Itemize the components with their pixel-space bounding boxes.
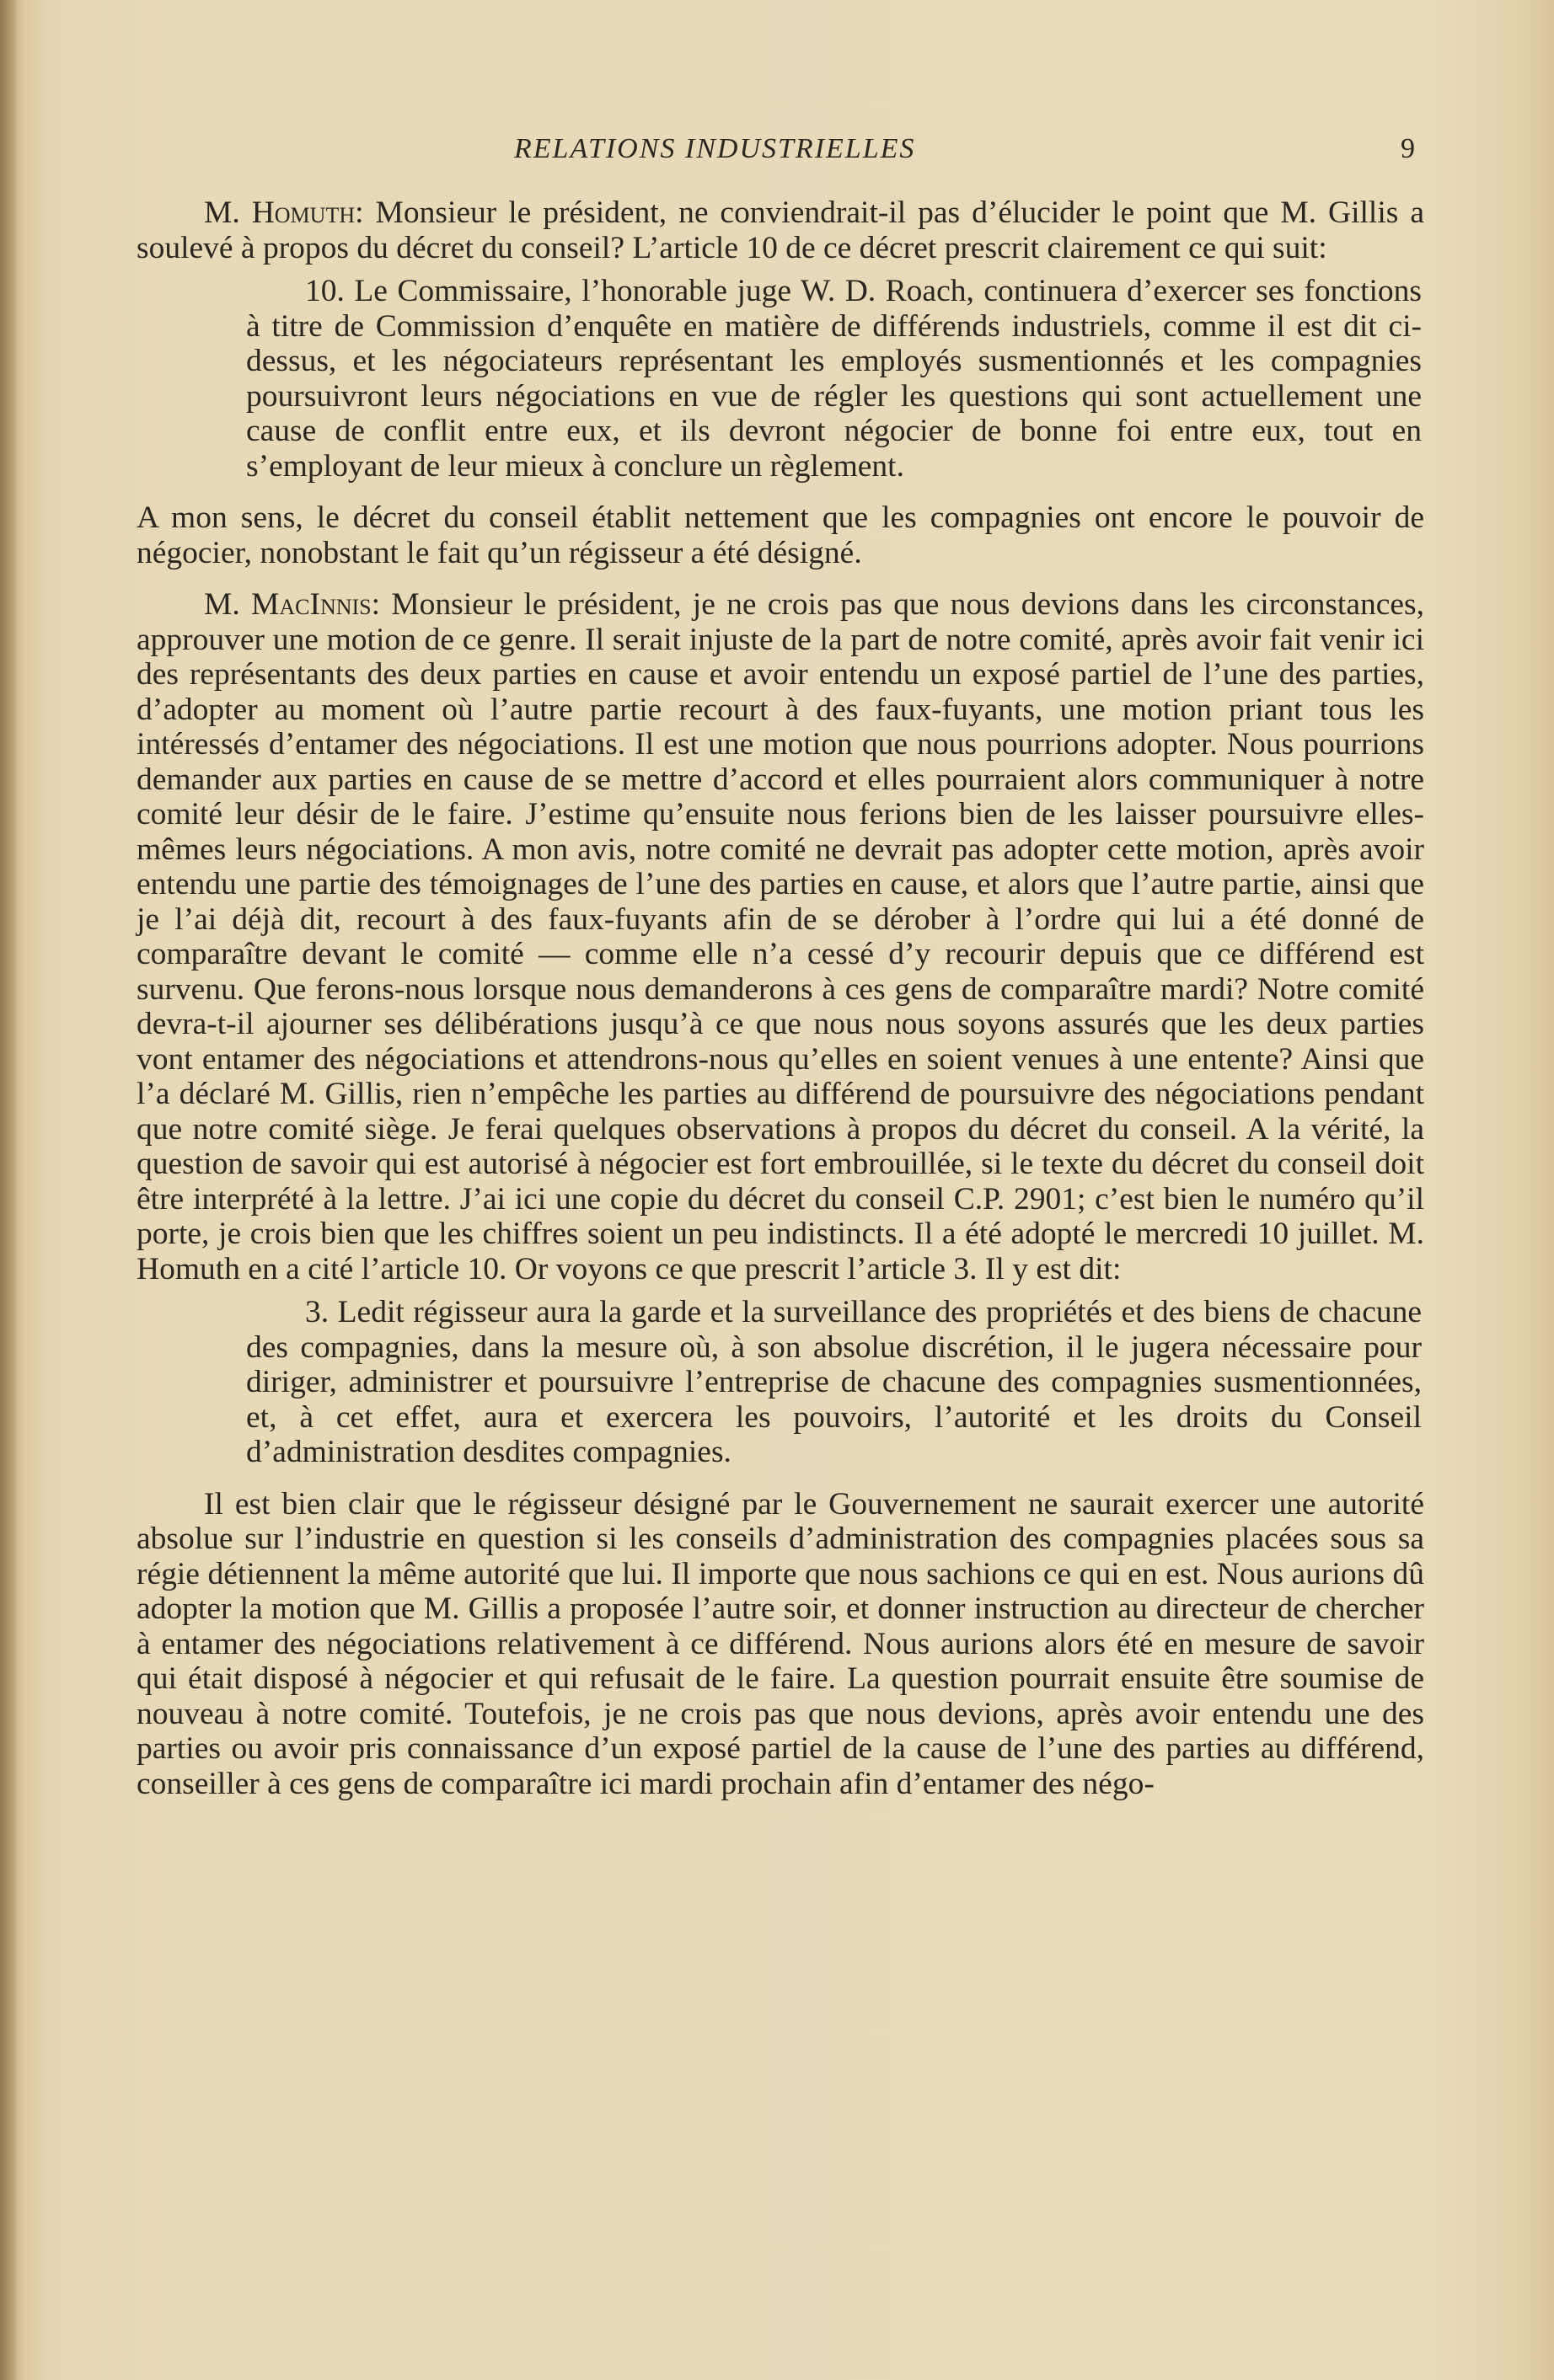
paragraph-text: Monsieur le président, ne conviendrait-il pas d’élucider le point que M. Gillis a soulevé à propos du décret du conseil? L’article 10 de ce décret prescrit clairement ce qui suit: xyxy=(137,195,1424,265)
page-header xyxy=(0,133,1554,175)
book-spine-shadow xyxy=(0,0,19,2380)
paragraph-text: Monsieur le président, je ne crois pas que nous devions dans les circonstances, approuver une motion de ce genre. Il serait injuste de la part de notre comité, après avoir fait venir ici des représentants des deux parties en cause et avoir entendu un exposé partiel de l’une des parties, d’adopter au moment où l’autre partie recourt à des faux-fuyants, une motion priant tous les intéressés d’entamer des négociations. Il est une motion que nous pourrions adopter. Nous pourrions demander aux parties en cause de se mettre d’accord et elles pourraient alors communiquer à notre comité leur désir de le faire. J’estime qu’ensuite nous ferions bien de les laisser poursuivre elles-mêmes leurs négociations. A mon avis, notre comité ne devrait pas adopter cette motion, après avoir entendu une partie des témoignages de l’une des parties en cause, et alors que l’autre partie, ainsi que je l’ai déjà dit, recourt à des faux-fuyants afin de se dérober à l’ordre qui lui a été donné de comparaître devant le comité — comme elle n’a cessé d’y recourir depuis que ce différend est survenu. Que ferons-nous lorsque nous demanderons à ces gens de comparaître mardi? Notre comité devra-t-il ajourner ses délibérations jusqu’à ce que nous nous soyons assurés que les deux parties vont entamer des négociations et attendrons-nous qu’elles en soient venues à une entente? Ainsi que l’a déclaré M. Gillis, rien n’empêche les parties au différend de poursuivre des négociations pendant que notre comité siège. Je ferai quelques observations à propos du décret du conseil. A la vérité, la question de savoir qui est autorisé à négocier est fort embrouillée, si le texte du décret du conseil doit être interprété à la lettre. J’ai ici une copie du décret du conseil C.P. 2901; c’est bien le numéro qu’il porte, je crois bien que les chiffres soient un peu indistincts. Il a été adopté le mercredi 10 juillet. M. Homuth en a cité l’article 10. Or voyons ce que prescrit l’article 3. Il y est dit: xyxy=(137,587,1425,1286)
running-title: RELATIONS INDUSTRIELLES xyxy=(514,133,916,164)
speaker-name: M. MacInnis: xyxy=(204,587,381,622)
page-body xyxy=(137,195,1424,1801)
quoted-article-3: 3. Ledit régisseur aura la garde et la surveillance des propriétés et des biens de chacune des compagnies, dans la mesure où, à son absolue discrétion, il le jugera nécessaire pour diriger, administrer et poursuivre l’entreprise de chacune des compagnies susmentionnées, et, à cet effet, aura et exercera les pouvoirs, l’autorité et les droits du Conseil d’administration desdites compagnies. xyxy=(246,1295,1422,1469)
page-number: 9 xyxy=(1401,133,1415,164)
paragraph-homuth xyxy=(137,195,1424,265)
quoted-article-10: 10. Le Commissaire, l’honorable juge W. D. Roach, continuera d’exercer ses fonctions à titre de Commission d’enquête en matière de différends industriels, comme il est dit ci-dessus, et les négociateurs représentant les employés susmentionnés et les compagnies poursuivront leurs négociations en vue de régler les questions qui sont actuellement une cause de conflit entre eux, et ils devront négocier de bonne foi entre eux, tout en s’employant de leur mieux à conclure un règlement. xyxy=(246,274,1422,484)
paragraph-conclusion: A mon sens, le décret du conseil établit nettement que les compagnies ont encore le pouvoir de négocier, nonobstant le fait qu’un régisseur a été désigné. xyxy=(137,500,1424,570)
paragraph-regisseur: Il est bien clair que le régisseur désigné par le Gouvernement ne saurait exercer une autorité absolue sur l’industrie en question si les conseils d’administration des compagnies placées sous sa régie détiennent la même autorité que lui. Il importe que nous sachions ce qui en est. Nous aurions dû adopter la motion que M. Gillis a proposée l’autre soir, et donner instruction au directeur de chercher à entamer des négociations relativement à ce différend. Nous aurions alors été en mesure de savoir qui était disposé à négocier et qui refusait de le faire. La question pourrait ensuite être soumise de nouveau à notre comité. Toutefois, je ne crois pas que nous devions, après avoir entendu une des parties ou avoir pris connaissance d’un exposé partiel de la cause de l’une des parties au différend, conseiller à ces gens de comparaître ici mardi prochain afin d’entamer des négo- xyxy=(137,1486,1424,1801)
speaker-name: M. Homuth: xyxy=(204,195,364,230)
paragraph-macinnis xyxy=(137,587,1424,1286)
